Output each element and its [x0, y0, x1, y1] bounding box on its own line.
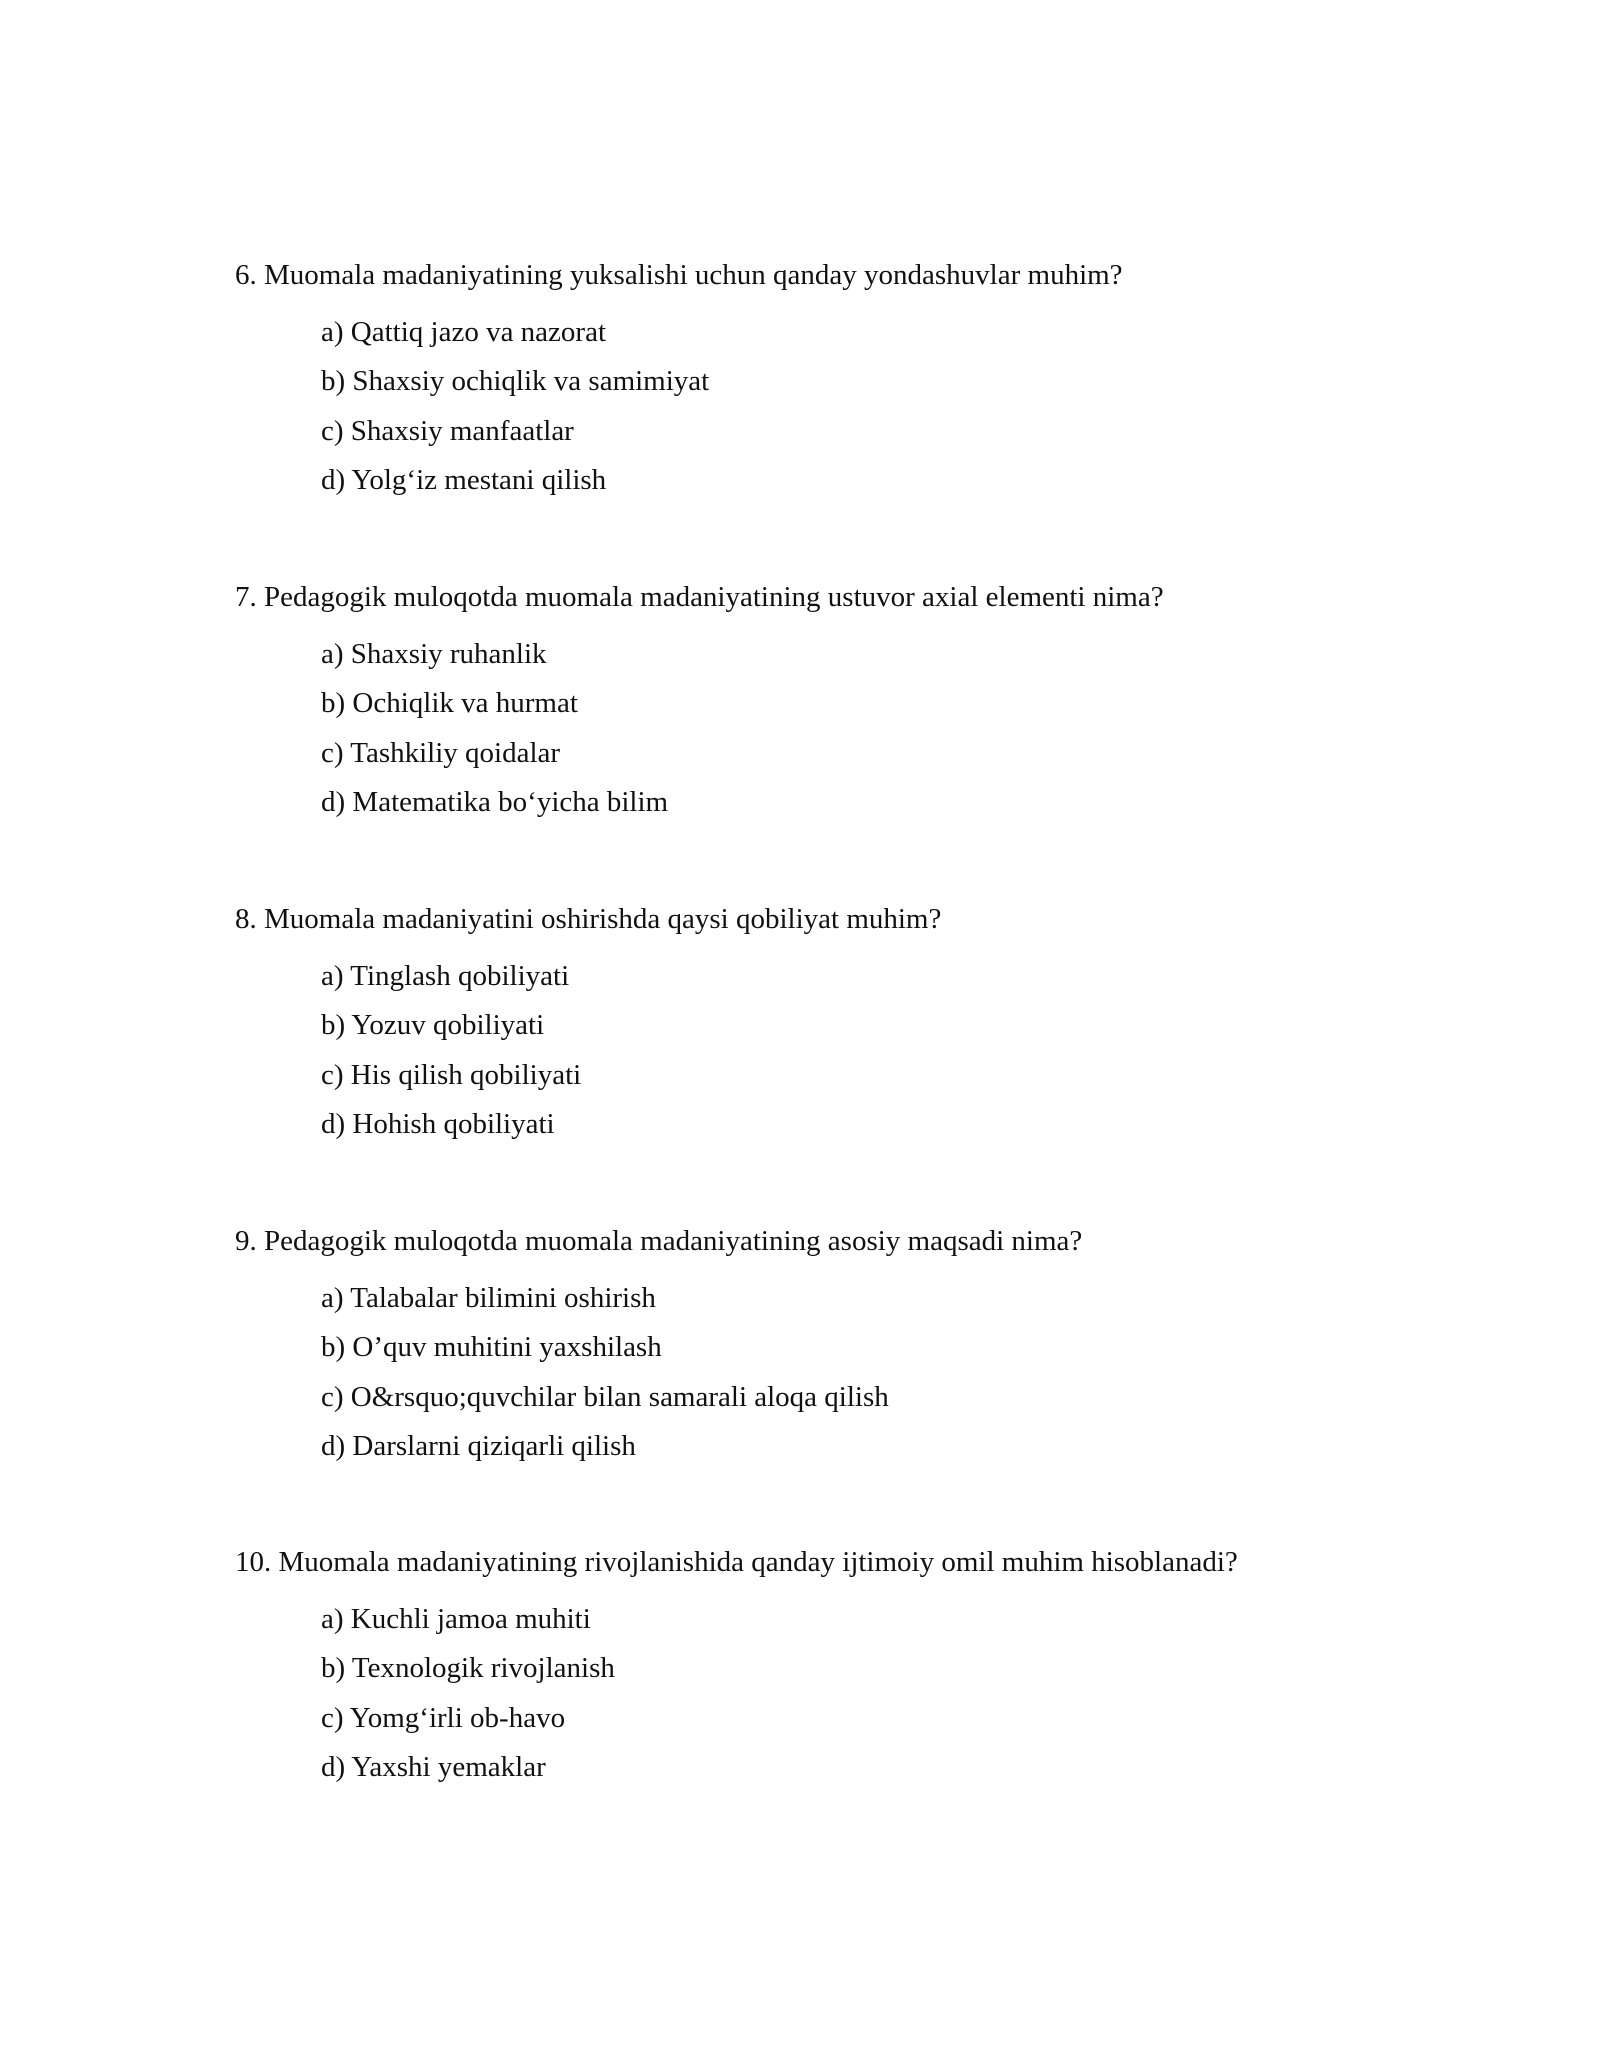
question-10-options: [321, 1601, 1435, 1785]
question-10-text: 10. Muomala madaniyatining rivojlanishida qanday ijtimoiy omil muhim hisoblanadi?: [235, 1546, 1238, 1578]
question-7-options: [321, 636, 1435, 820]
question-8-option-c: c) His qilish qobiliyati: [321, 1058, 582, 1091]
question-10-option-b: b) Texnologik rivojlanish: [321, 1652, 615, 1685]
question-9-option-a: a) Talabalar bilimini oshirish: [321, 1282, 656, 1314]
question-10-option-c: c) Yomg‘irli ob-havo: [321, 1701, 566, 1734]
question-7-option-a: a) Shaxsiy ruhanlik: [321, 638, 547, 670]
question-10-option-d: d) Yaxshi yemaklar: [321, 1750, 546, 1783]
question-6-option-c: c) Shaxsiy manfaatlar: [321, 414, 574, 447]
question-6-options: [321, 314, 1435, 498]
question-9-option-c: c) O&rsquo;quvchilar bilan samarali aloqa qilish: [321, 1380, 889, 1413]
question-9: [235, 1223, 1435, 1477]
question-7-option-b: b) Ochiqlik va hurmat: [321, 687, 578, 720]
question-9-option-b: b) O’quv muhitini yaxshilash: [321, 1331, 662, 1364]
question-10: [235, 1544, 1435, 1798]
question-6-option-a: a) Qattiq jazo va nazorat: [321, 316, 607, 348]
question-9-option-d: d) Darslarni qiziqarli qilish: [321, 1429, 636, 1462]
question-8-options: [321, 958, 1435, 1142]
question-8: [235, 901, 1435, 1155]
question-6-option-b: b) Shaxsiy ochiqlik va samimiyat: [321, 365, 710, 398]
question-6: [235, 257, 1435, 511]
question-7: [235, 579, 1435, 833]
question-8-option-d: d) Hohish qobiliyati: [321, 1107, 555, 1140]
question-7-option-c: c) Tashkiliy qoidalar: [321, 736, 561, 769]
question-7-option-d: d) Matematika bo‘yicha bilim: [321, 785, 669, 818]
question-8-option-b: b) Yozuv qobiliyati: [321, 1009, 545, 1042]
question-8-option-a: a) Tinglash qobiliyati: [321, 960, 570, 992]
question-9-options: [321, 1280, 1435, 1464]
question-6-text: 6. Muomala madaniyatining yuksalishi uchun qanday yondashuvlar muhim?: [235, 259, 1123, 291]
question-9-text: 9. Pedagogik muloqotda muomala madaniyatining asosiy maqsadi nima?: [235, 1225, 1083, 1257]
question-6-option-d: d) Yolg‘iz mestani qilish: [321, 463, 607, 496]
question-8-text: 8. Muomala madaniyatini oshirishda qaysi qobiliyat muhim?: [235, 903, 942, 935]
question-10-option-a: a) Kuchli jamoa muhiti: [321, 1603, 591, 1635]
question-7-text: 7. Pedagogik muloqotda muomala madaniyatining ustuvor axial elementi nima?: [235, 581, 1164, 613]
